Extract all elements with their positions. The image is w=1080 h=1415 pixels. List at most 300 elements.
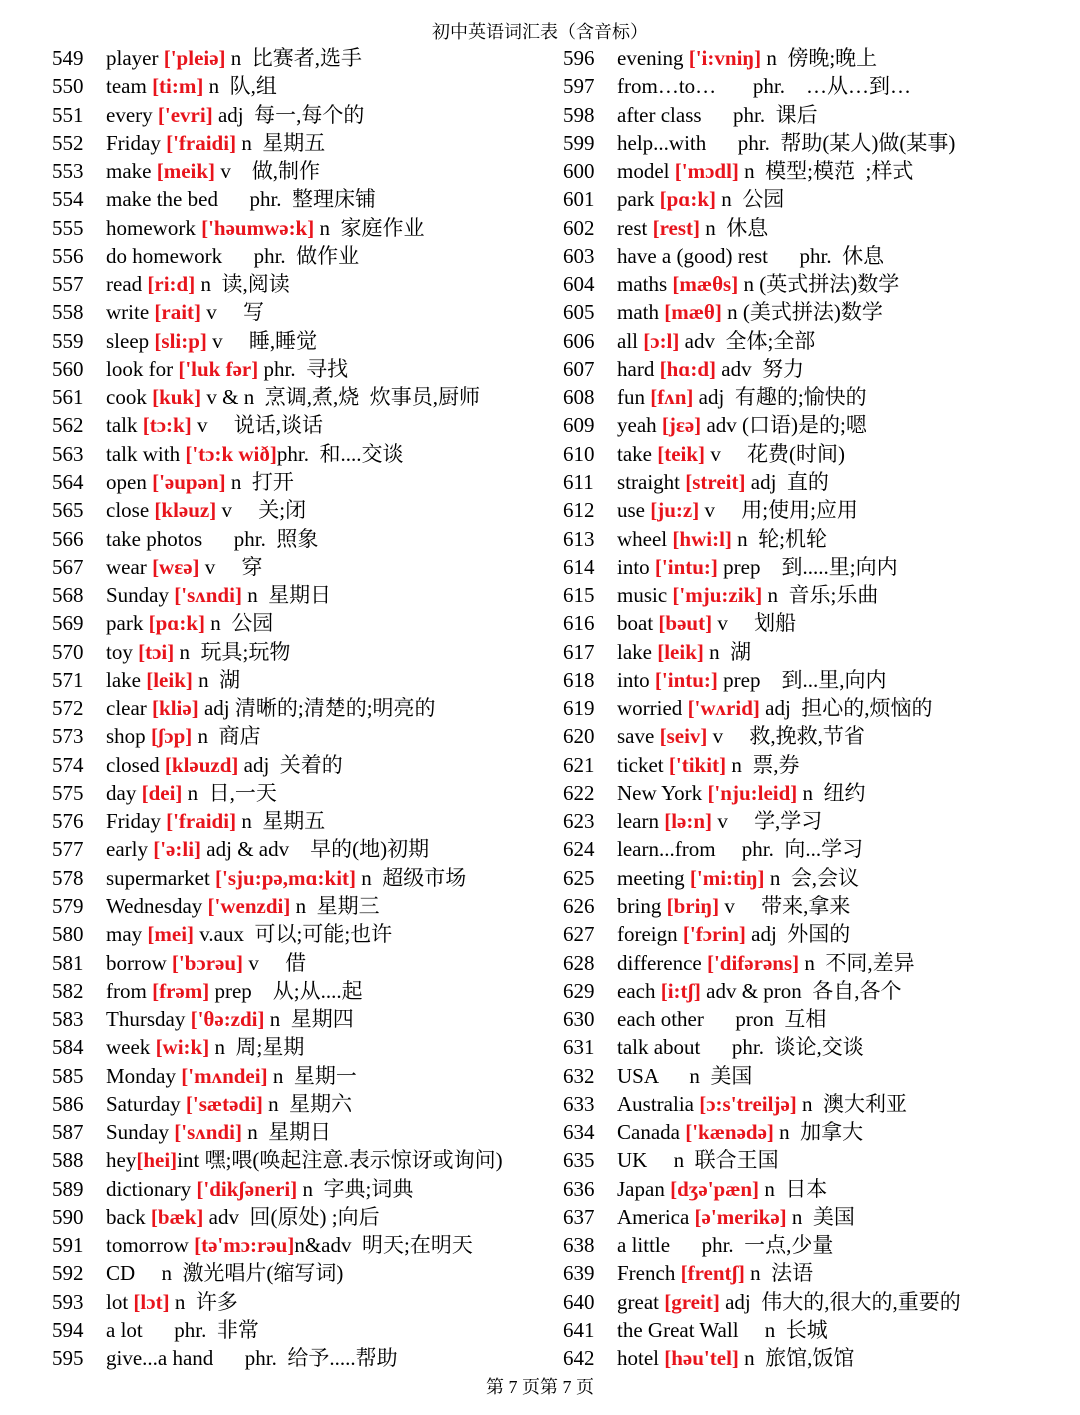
- entry-definition: n 傍晚;晚上: [761, 46, 878, 70]
- entry-definition: n&adv 明天;在明天: [294, 1233, 473, 1258]
- entry-number: 641: [563, 1317, 595, 1342]
- vocab-entry: [52, 1175, 557, 1203]
- entry-phonetic: ['mi:tiŋ]: [689, 865, 765, 890]
- entry-definition: phr. 帮助(某人)做(某事): [706, 130, 956, 155]
- entry-word: into: [617, 667, 650, 692]
- vocab-entry: [563, 722, 1073, 750]
- entry-number: 600: [563, 159, 595, 184]
- entry-definition: n 湖: [703, 639, 752, 664]
- entry-word: talk with: [106, 441, 181, 466]
- entry-number: 615: [563, 583, 595, 608]
- entry-word: from…to…: [617, 74, 717, 99]
- entry-word: supermarket: [106, 865, 210, 890]
- entry-number: 588: [52, 1148, 84, 1173]
- vocab-entry: [563, 609, 1073, 637]
- entry-word: each: [617, 978, 656, 1003]
- entry-number: 597: [563, 74, 595, 99]
- entry-number: 629: [563, 978, 595, 1003]
- entry-definition: n 公园: [716, 187, 785, 212]
- entry-definition: n 商店: [192, 724, 261, 749]
- entry-number: 558: [52, 300, 84, 325]
- entry-number: 579: [52, 893, 84, 918]
- right-column: [563, 44, 1073, 1372]
- entry-phonetic: ['wenzdi]: [207, 893, 291, 918]
- entry-number: 623: [563, 809, 595, 834]
- vocab-entry: [563, 920, 1073, 948]
- entry-phonetic: ['fɔrin]: [682, 922, 746, 947]
- vocab-entry: [52, 129, 557, 157]
- entry-phonetic: ['tikit]: [668, 752, 727, 777]
- entry-word: math: [617, 300, 659, 325]
- entry-word: give...a hand: [106, 1346, 214, 1371]
- vocab-entry: [52, 553, 557, 581]
- entry-number: 617: [563, 639, 595, 664]
- entry-number: 568: [52, 583, 84, 608]
- entry-word: day: [106, 780, 137, 805]
- entry-word: tomorrow: [106, 1233, 189, 1258]
- entry-word: music: [617, 583, 668, 608]
- vocab-entry: [563, 468, 1073, 496]
- entry-number: 589: [52, 1176, 84, 1201]
- entry-phonetic: [hɑ:d]: [659, 356, 716, 381]
- entry-definition: v 学,学习: [712, 809, 823, 834]
- entry-phonetic: [jɛə]: [661, 413, 702, 438]
- vocab-entry: [52, 949, 557, 977]
- entry-definition: n 休息: [700, 215, 769, 240]
- vocab-entry: [563, 1005, 1073, 1033]
- vocab-entry: [52, 270, 557, 298]
- vocab-entry: [52, 1203, 557, 1231]
- entry-definition: n 队,组: [203, 74, 277, 99]
- entry-definition: phr. 和....交谈: [276, 441, 404, 466]
- entry-number: 598: [563, 102, 595, 127]
- entry-word: straight: [617, 469, 680, 494]
- entry-definition: phr. 非常: [142, 1317, 259, 1342]
- entry-word: park: [106, 611, 144, 636]
- entry-definition: phr. 整理床铺: [217, 187, 377, 212]
- entry-number: 614: [563, 554, 595, 579]
- entry-number: 638: [563, 1233, 595, 1258]
- entry-word: Sunday: [106, 583, 169, 608]
- vocab-entry: [563, 835, 1073, 863]
- entry-definition: phr. 一点,少量: [670, 1233, 834, 1258]
- entry-word: learn...from: [617, 837, 716, 862]
- entry-definition: n 周;星期: [209, 1035, 305, 1060]
- vocab-entry: [563, 1203, 1073, 1231]
- entry-word: learn: [617, 809, 659, 834]
- entry-definition: n 许多: [169, 1289, 238, 1314]
- entry-phonetic: [ju:z]: [650, 498, 700, 523]
- entry-phonetic: ['nju:leid]: [707, 780, 798, 805]
- entry-definition: n 日,一天: [182, 780, 277, 805]
- entry-number: 591: [52, 1233, 84, 1258]
- entry-phonetic: [pɑ:k]: [659, 187, 716, 212]
- entry-definition: adv & pron 各自,各个: [700, 978, 902, 1003]
- vocab-entry: [52, 864, 557, 892]
- entry-definition: phr. 做作业: [222, 243, 360, 268]
- vocab-entry: [52, 383, 557, 411]
- entry-phonetic: [kləuzd]: [164, 752, 239, 777]
- entry-word: hotel: [617, 1346, 659, 1371]
- vocab-entry: [52, 666, 557, 694]
- vocab-entry: [52, 242, 557, 270]
- vocab-entry: [563, 185, 1073, 213]
- left-column: [52, 44, 557, 1372]
- entry-definition: n 玩具;玩物: [174, 639, 291, 664]
- entry-word: rest: [617, 215, 648, 240]
- entry-phonetic: [kuk]: [152, 385, 202, 410]
- vocab-entry: [563, 1288, 1073, 1316]
- entry-number: 559: [52, 328, 84, 353]
- entry-word: use: [617, 498, 645, 523]
- entry-definition: n 模型;模范 ;样式: [738, 159, 914, 184]
- entry-number: 563: [52, 441, 84, 466]
- entry-number: 578: [52, 865, 84, 890]
- vocab-entry: [52, 468, 557, 496]
- entry-word: borrow: [106, 950, 167, 975]
- entry-phonetic: ['həumwə:k]: [201, 215, 315, 240]
- entry-phonetic: ['bɔrəu]: [171, 950, 244, 975]
- entry-word: USA: [617, 1063, 658, 1088]
- entry-number: 549: [52, 46, 84, 70]
- entry-definition: v.aux 可以;可能;也许: [194, 922, 393, 947]
- vocab-entry: [52, 1316, 557, 1344]
- entry-definition: n 旅馆,饭馆: [738, 1346, 855, 1371]
- entry-number: 562: [52, 413, 84, 438]
- entry-phonetic: ['mʌndei]: [181, 1063, 268, 1088]
- vocab-entry: [52, 1146, 557, 1174]
- entry-definition: n 星期五: [236, 809, 326, 834]
- vocab-entry: [52, 751, 557, 779]
- entry-word: week: [106, 1035, 151, 1060]
- vocab-entry: [52, 638, 557, 666]
- entry-word: into: [617, 554, 650, 579]
- entry-phonetic: [teik]: [657, 441, 706, 466]
- entry-phonetic: [ɔ:s'treiljə]: [699, 1091, 797, 1116]
- entry-definition: n 澳大利亚: [796, 1091, 908, 1116]
- vocab-entry: [563, 1062, 1073, 1090]
- entry-definition: n 家庭作业: [314, 215, 425, 240]
- entry-word: model: [617, 159, 670, 184]
- entry-definition: v 做,制作: [215, 159, 321, 184]
- entry-definition: phr. 向...学习: [715, 837, 864, 862]
- entry-phonetic: [ti:m]: [152, 74, 204, 99]
- vocab-entry: [52, 1288, 557, 1316]
- entry-definition: v 睡,睡觉: [206, 328, 318, 353]
- entry-number: 625: [563, 865, 595, 890]
- entry-number: 550: [52, 74, 84, 99]
- entry-word: French: [617, 1261, 676, 1286]
- entry-definition: phr. 寻找: [258, 356, 349, 381]
- entry-word: yeah: [617, 413, 657, 438]
- vocab-entry: [52, 835, 557, 863]
- entry-word: the Great Wall: [617, 1317, 739, 1342]
- entry-definition: n 星期一: [267, 1063, 357, 1088]
- vocab-entry: [52, 214, 557, 242]
- entry-word: Friday: [106, 809, 161, 834]
- vocab-entry: [563, 694, 1073, 722]
- entry-phonetic: ['kænədə]: [685, 1120, 774, 1145]
- entry-word: America: [617, 1204, 690, 1229]
- entry-definition: phr. 课后: [701, 102, 818, 127]
- vocab-entry: [563, 214, 1073, 242]
- entry-phonetic: [pɑ:k]: [148, 611, 205, 636]
- entry-number: 587: [52, 1120, 84, 1145]
- entry-word: hard: [617, 356, 655, 381]
- entry-number: 552: [52, 130, 84, 155]
- entry-definition: n (英式拼法)数学: [738, 272, 900, 297]
- vocab-entry: [563, 72, 1073, 100]
- entry-word: fun: [617, 385, 645, 410]
- vocab-entry: [563, 1118, 1073, 1146]
- entry-word: homework: [106, 215, 196, 240]
- page-footer: 第 7 页第 7 页: [486, 1377, 594, 1397]
- entry-word: UK: [617, 1148, 648, 1173]
- entry-word: dictionary: [106, 1176, 192, 1201]
- entry-phonetic: ['mɔdl]: [674, 159, 739, 184]
- vocab-entry: [563, 1033, 1073, 1061]
- entry-number: 628: [563, 950, 595, 975]
- entry-definition: n 星期三: [290, 893, 380, 918]
- entry-definition: adv 努力: [716, 356, 805, 381]
- vocab-entry: [52, 1062, 557, 1090]
- entry-phonetic: [mei]: [147, 922, 195, 947]
- entry-definition: n 美国: [786, 1204, 855, 1229]
- entry-number: 606: [563, 328, 595, 353]
- entry-word: player: [106, 46, 159, 70]
- vocab-entry: [563, 1090, 1073, 1118]
- entry-word: Friday: [106, 130, 161, 155]
- entry-word: all: [617, 328, 638, 353]
- entry-definition: adv (口语)是的;嗯: [701, 413, 867, 438]
- vocab-entry: [563, 638, 1073, 666]
- vocab-entry: [52, 722, 557, 750]
- entry-number: 639: [563, 1261, 595, 1286]
- entry-number: 571: [52, 667, 84, 692]
- entry-phonetic: ['intu:]: [654, 667, 718, 692]
- entry-definition: v 用;使用;应用: [699, 498, 858, 523]
- entry-phonetic: ['əupən]: [152, 469, 226, 494]
- entry-number: 640: [563, 1289, 595, 1314]
- entry-number: 618: [563, 667, 595, 692]
- entry-word: may: [106, 922, 143, 947]
- entry-number: 633: [563, 1091, 595, 1116]
- entry-phonetic: ['i:vniŋ]: [688, 46, 762, 70]
- entry-definition: phr. 谈论,交谈: [700, 1035, 864, 1060]
- entry-phonetic: ['sʌndi]: [174, 1120, 242, 1145]
- entry-word: do homework: [106, 243, 223, 268]
- entry-definition: adj 每一,每个的: [212, 102, 365, 127]
- entry-number: 561: [52, 385, 84, 410]
- entry-number: 567: [52, 554, 84, 579]
- entry-number: 601: [563, 187, 595, 212]
- entry-word: Australia: [617, 1091, 694, 1116]
- entry-phonetic: ['θə:zdi]: [190, 1007, 265, 1032]
- vocab-entry: [52, 44, 557, 72]
- entry-phonetic: ['difərəns]: [706, 950, 800, 975]
- entry-phonetic: [rest]: [652, 215, 700, 240]
- vocab-entry: [563, 666, 1073, 694]
- vocab-entry: [563, 525, 1073, 553]
- vocab-entry: [563, 1259, 1073, 1287]
- entry-word: maths: [617, 272, 668, 297]
- vocab-entry: [563, 892, 1073, 920]
- entry-definition: n 日本: [759, 1176, 828, 1201]
- entry-definition: v 说话,谈话: [191, 413, 323, 438]
- entry-word: help...with: [617, 130, 707, 155]
- entry-phonetic: [mæθ]: [664, 300, 722, 325]
- entry-word: difference: [617, 950, 702, 975]
- entry-phonetic: [frəm]: [152, 978, 210, 1003]
- entry-number: 581: [52, 950, 84, 975]
- entry-number: 612: [563, 498, 595, 523]
- entry-definition: n 长城: [738, 1317, 828, 1342]
- vocab-entry: [563, 496, 1073, 524]
- entry-definition: n 湖: [192, 667, 241, 692]
- entry-definition: phr. …从…到…: [716, 74, 911, 99]
- entry-word: park: [617, 187, 655, 212]
- entry-word: hey: [106, 1148, 137, 1173]
- entry-word: save: [617, 724, 655, 749]
- entry-definition: prep 到.....里;向内: [717, 554, 898, 579]
- entry-phonetic: [lɔt]: [133, 1289, 170, 1314]
- entry-definition: n 读,阅读: [195, 272, 290, 297]
- entry-word: cook: [106, 385, 147, 410]
- entry-number: 642: [563, 1346, 595, 1371]
- entry-number: 607: [563, 356, 595, 381]
- entry-number: 586: [52, 1091, 84, 1116]
- vocab-entry: [52, 807, 557, 835]
- entry-number: 619: [563, 696, 595, 721]
- entry-number: 594: [52, 1317, 84, 1342]
- vocab-entry: [52, 694, 557, 722]
- entry-definition: adj 关着的: [238, 752, 343, 777]
- entry-definition: phr. 给予.....帮助: [213, 1346, 398, 1371]
- entry-word: CD: [106, 1261, 136, 1286]
- entry-phonetic: [fʌn]: [650, 385, 694, 410]
- entry-word: a lot: [106, 1317, 143, 1342]
- vocab-entry: [563, 581, 1073, 609]
- entry-word: wear: [106, 554, 147, 579]
- entry-definition: n 比赛者,选手: [225, 46, 363, 70]
- entry-word: lake: [617, 639, 652, 664]
- vocab-entry: [52, 355, 557, 383]
- entry-number: 610: [563, 441, 595, 466]
- entry-phonetic: [wi:k]: [155, 1035, 210, 1060]
- vocab-entry: [52, 977, 557, 1005]
- entry-definition: n 会,会议: [764, 865, 860, 890]
- entry-definition: v 借: [243, 950, 307, 975]
- entry-word: close: [106, 498, 150, 523]
- vocab-entry: [52, 101, 557, 129]
- entry-phonetic: [kləuz]: [154, 498, 217, 523]
- entry-number: 574: [52, 752, 84, 777]
- entry-number: 637: [563, 1204, 595, 1229]
- entry-phonetic: [hwi:l]: [672, 526, 732, 551]
- entry-number: 555: [52, 215, 84, 240]
- entry-word: talk: [106, 413, 138, 438]
- entry-phonetic: [briŋ]: [666, 893, 720, 918]
- entry-word: toy: [106, 639, 133, 664]
- vocab-entry: [563, 355, 1073, 383]
- entry-word: Japan: [617, 1176, 665, 1201]
- entry-definition: adj 外国的: [745, 922, 851, 947]
- entry-number: 632: [563, 1063, 595, 1088]
- entry-phonetic: [i:tʃ]: [660, 978, 701, 1003]
- entry-phonetic: [leik]: [657, 639, 704, 664]
- vocab-entry: [563, 383, 1073, 411]
- entry-phonetic: [dei]: [141, 780, 183, 805]
- entry-phonetic: ['luk fər]: [178, 356, 259, 381]
- entry-definition: n 字典;词典: [297, 1176, 414, 1201]
- entry-definition: n 联合王国: [647, 1148, 779, 1173]
- vocab-entry: [52, 327, 557, 355]
- vocab-entry: [52, 1344, 557, 1372]
- vocab-entry: [52, 525, 557, 553]
- entry-definition: n 法语: [744, 1261, 814, 1286]
- entry-word: lake: [106, 667, 141, 692]
- entry-number: 580: [52, 922, 84, 947]
- entry-phonetic: [wɛə]: [152, 554, 200, 579]
- entry-word: boat: [617, 611, 654, 636]
- vocab-entry: [52, 1005, 557, 1033]
- entry-word: each other: [617, 1007, 704, 1032]
- entry-word: shop: [106, 724, 146, 749]
- entry-number: 582: [52, 978, 84, 1003]
- vocab-entry: [563, 864, 1073, 892]
- entry-number: 604: [563, 272, 595, 297]
- vocab-entry: [563, 807, 1073, 835]
- entry-phonetic: [sli:p]: [154, 328, 207, 353]
- entry-phonetic: [ɔ:l]: [643, 328, 680, 353]
- entry-definition: n (美式拼法)数学: [721, 300, 883, 325]
- entry-number: 621: [563, 752, 595, 777]
- entry-number: 575: [52, 780, 84, 805]
- entry-number: 572: [52, 696, 84, 721]
- entry-definition: n 音乐;乐曲: [762, 583, 879, 608]
- entry-number: 560: [52, 356, 84, 381]
- vocab-entry: [563, 949, 1073, 977]
- entry-word: lot: [106, 1289, 129, 1314]
- entry-definition: prep 到...里,向内: [717, 667, 887, 692]
- entry-number: 608: [563, 385, 595, 410]
- entry-phonetic: ['fraidi]: [166, 809, 237, 834]
- entry-number: 605: [563, 300, 595, 325]
- entry-word: write: [106, 300, 150, 325]
- entry-phonetic: [mæθs]: [672, 272, 739, 297]
- entry-phonetic: ['mju:zik]: [672, 583, 763, 608]
- entry-phonetic: [lə:n]: [664, 809, 713, 834]
- entry-definition: v 花费(时间): [705, 441, 846, 466]
- entry-number: 583: [52, 1007, 84, 1032]
- entry-phonetic: ['pleiə]: [163, 46, 226, 70]
- entry-number: 565: [52, 498, 84, 523]
- entry-word: team: [106, 74, 147, 99]
- entry-word: talk about: [617, 1035, 701, 1060]
- entry-number: 596: [563, 46, 595, 70]
- entry-definition: v 救,挽救,节省: [707, 724, 865, 749]
- vocab-entry: [563, 751, 1073, 779]
- entry-number: 595: [52, 1346, 84, 1371]
- entry-number: 602: [563, 215, 595, 240]
- entry-phonetic: ['tɔ:k wið]: [185, 441, 277, 466]
- vocab-entry: [52, 1259, 557, 1287]
- entry-number: 554: [52, 187, 84, 212]
- entry-word: clear: [106, 696, 147, 721]
- entry-phonetic: [greit]: [664, 1289, 720, 1314]
- entry-definition: n 美国: [657, 1063, 753, 1088]
- vocab-entry: [563, 1175, 1073, 1203]
